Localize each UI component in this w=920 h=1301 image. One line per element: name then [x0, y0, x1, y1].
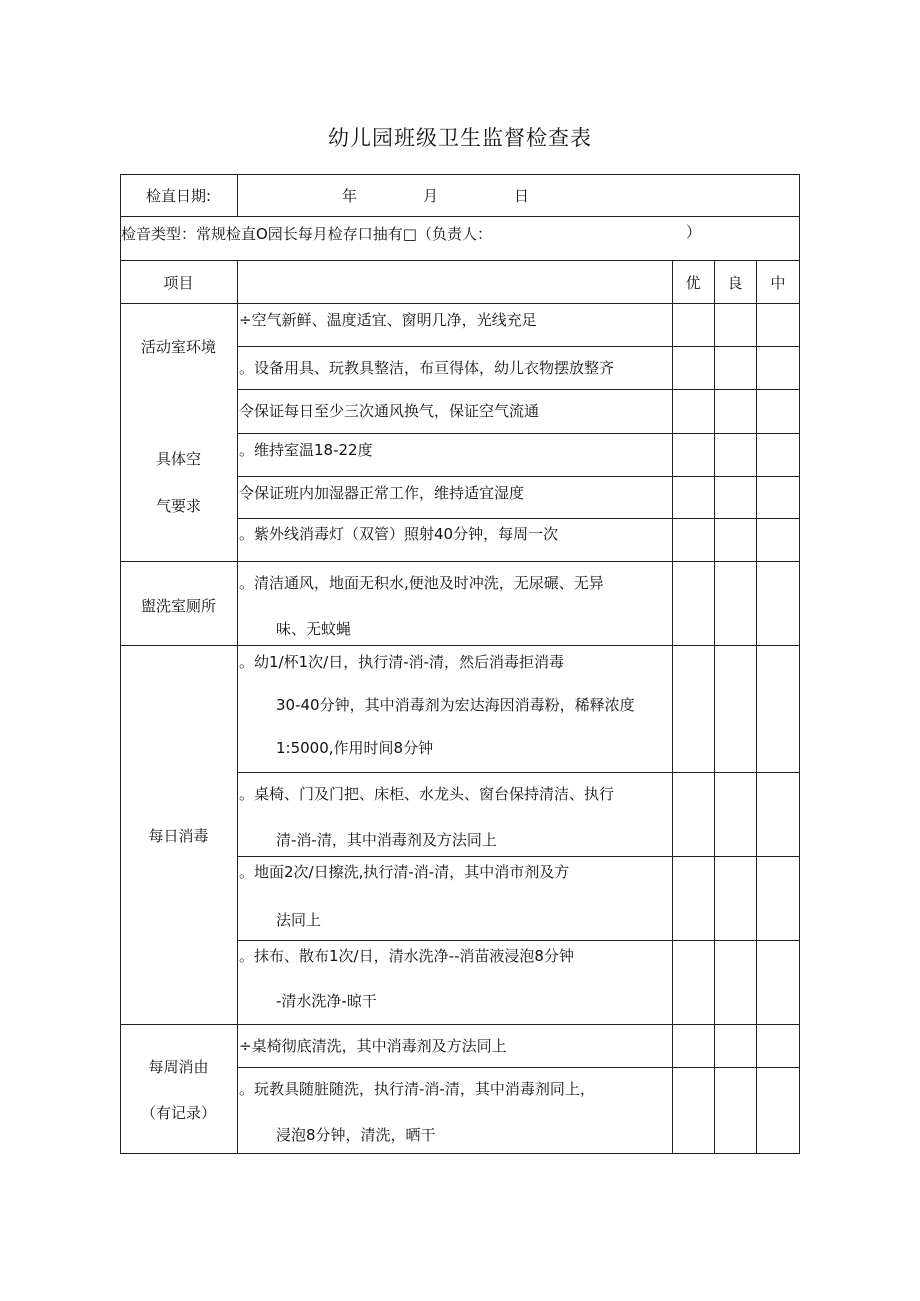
item-text: ÷桌椅彻底清洗，其中消毒剂及方法同上 — [239, 1037, 507, 1055]
item-text: 。地面2次/日擦洗,执行清-消-清，其中消市剂及方 — [239, 863, 570, 881]
item-text: 。紫外线消毒灯（双管）照射40分钟，每周一次 — [239, 525, 559, 543]
row-divider — [237, 476, 800, 477]
date-month: 月 — [423, 187, 439, 205]
row-divider — [237, 856, 800, 857]
column-divider — [756, 260, 757, 1154]
inspection-type: 检音类型：常规检直O园长每月检存口抽有□（负责人： — [121, 225, 492, 243]
section-activity-room: 活动室环境 — [140, 338, 216, 356]
section-air-line2: 气要求 — [155, 497, 201, 515]
item-text: 令保证班内加湿器正常工作，维持适宜湿度 — [239, 484, 525, 502]
column-divider — [714, 260, 715, 1154]
row-divider — [237, 772, 800, 773]
item-text: 法同上 — [276, 911, 322, 929]
row-divider — [120, 645, 800, 646]
row-divider — [237, 433, 800, 434]
row-divider — [120, 303, 800, 304]
item-text: 。桌椅、门及门把、床柜、水龙头、窗台保持清洁、执行 — [239, 785, 615, 803]
date-year: 年 — [342, 187, 358, 205]
item-text: 30-40分钟，其中消毒剂为宏达海因消毒粉，稀释浓度 — [276, 696, 635, 714]
row-divider — [237, 346, 800, 347]
date-day: 日 — [514, 187, 530, 205]
row-divider — [237, 1067, 800, 1068]
section-weekly-line2: （有记录） — [140, 1104, 216, 1122]
item-text: -清水洗净-晾干 — [276, 992, 377, 1010]
section-toilet: 盥洗室厕所 — [140, 597, 216, 615]
row-divider — [237, 518, 800, 519]
inspection-type-close: ） — [686, 223, 702, 241]
row-divider — [120, 1024, 800, 1025]
item-text: 。抹布、散布1次/日，清水洗净--消苗液浸泡8分钟 — [239, 947, 574, 965]
item-text: 。维持室温18-22度 — [239, 441, 373, 459]
item-text: 。玩教具随脏随洗，执行清-消-清，其中消毒剂同上， — [239, 1080, 595, 1098]
item-text: ÷空气新鲜、温度适宜、窗明几净，光线充足 — [239, 311, 537, 329]
item-text: 清-消-清，其中消毒剂及方法同上 — [276, 831, 497, 849]
column-divider — [237, 174, 238, 216]
header-good: 良 — [727, 274, 743, 292]
header-item: 项目 — [163, 274, 194, 292]
section-daily-disinfection: 每日消毒 — [148, 827, 209, 845]
item-text: 1:5000,作用时间8分钟 — [276, 739, 434, 757]
item-text: 。清洁通风，地面无积水,便池及时冲洗，无尿碾、无异 — [239, 574, 604, 592]
row-divider — [237, 389, 800, 390]
item-text: 令保证每日至少三次通风换气，保证空气流通 — [239, 402, 540, 420]
item-text: 浸泡8分钟，清洗，晒干 — [276, 1126, 436, 1144]
row-divider — [120, 260, 800, 261]
row-divider — [237, 940, 800, 941]
header-excellent: 优 — [685, 274, 701, 292]
header-fair: 中 — [770, 274, 786, 292]
page-title: 幼儿园班级卫生监督检查表 — [328, 126, 592, 150]
column-divider — [237, 260, 238, 1154]
row-divider — [120, 561, 800, 562]
date-label: 检直日期: — [145, 187, 212, 205]
item-text: 味、无蚊蝇 — [276, 620, 352, 638]
item-text: 。幼1/杯1次/日，执行清-消-清，然后消毒拒消毒 — [239, 653, 565, 671]
section-weekly-line1: 每周消由 — [148, 1058, 209, 1076]
section-air-line1: 具体空 — [155, 450, 201, 468]
column-divider — [672, 260, 673, 1154]
row-divider — [120, 216, 800, 217]
item-text: 。设备用具、玩教具整洁，布亘得体，幼儿衣物摆放整齐 — [239, 359, 615, 377]
